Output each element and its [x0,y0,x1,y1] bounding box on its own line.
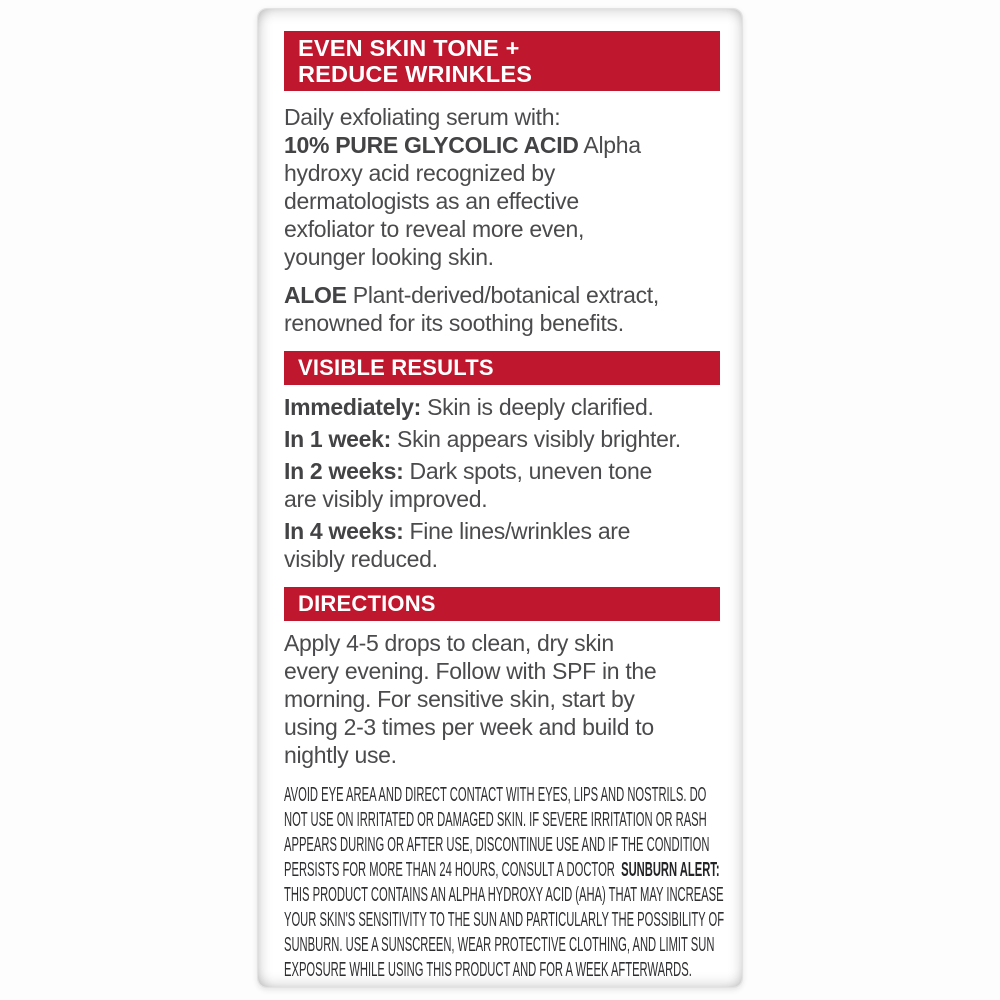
glycolic-acid-label: 10% PURE GLYCOLIC ACID [284,132,579,158]
benefits-banner-line2: REDUCE WRINKLES [298,61,533,87]
directions-banner [284,587,720,621]
directions-line5: nightly use. [284,742,397,768]
benefits-banner [284,31,720,91]
glycolic-line3: dermatologists as an effective [284,188,579,214]
sunburn-alert-label: SUNBURN ALERT: [621,859,720,881]
aloe-description [284,281,718,337]
result-time-label: In 1 week: [284,426,391,452]
result-item-1-week: In 1 week: Skin appears visibly brighter. [284,426,681,452]
glycolic-line5: younger looking skin. [284,244,494,270]
directions-line4: using 2-3 times per week and build to [284,714,654,740]
result-time-label: Immediately: [284,394,422,420]
warning-line8: EXPOSURE WHILE USING THIS PRODUCT AND FOR A WEEK AFTERWARDS. [284,959,692,981]
directions-line3: morning. For sensitive skin, start by [284,686,635,712]
result-item-2-weeks: In 2 weeks: Dark spots, uneven tone are visibly improved. [284,458,652,512]
result-item-immediately: Immediately: Skin is deeply clarified. [284,394,654,420]
directions-title: DIRECTIONS [298,591,436,616]
benefits-banner-line1: EVEN SKIN TONE + [298,35,520,61]
aloe-label: ALOE [284,282,347,308]
glycolic-line2: hydroxy acid recognized by [284,160,555,186]
aloe-line2: renowned for its soothing benefits. [284,310,624,336]
glycolic-line4: exfoliator to reveal more even, [284,216,585,242]
warning-line3: APPEARS DURING OR AFTER USE, DISCONTINUE USE AND IF THE CONDITION [284,834,710,856]
result-item-4-weeks: In 4 weeks: Fine lines/wrinkles are visibly reduced. [284,518,631,572]
visible-results-title: VISIBLE RESULTS [298,355,494,380]
aloe-line1: ALOE Plant-derived/botanical extract, [284,282,659,308]
warning-line2: NOT USE ON IRRITATED OR DAMAGED SKIN. IF SEVERE IRRITATION OR RASH [284,809,707,831]
visible-results-banner [284,351,720,385]
intro-lead-line: Daily exfoliating serum with: [284,104,561,130]
result-time-label: In 2 weeks: [284,458,404,484]
directions-text [284,629,718,769]
warning-line7: SUNBURN. USE A SUNSCREEN, WEAR PROTECTIVE CLOTHING, AND LIMIT SUN [284,934,715,956]
warning-line6: YOUR SKIN'S SENSITIVITY TO THE SUN AND PARTICULARLY THE POSSIBILITY OF [284,909,725,931]
warning-line4: PERSISTS FOR MORE THAN 24 HOURS, CONSULT A DOCTOR SUNBURN ALERT: [284,859,720,881]
directions-line1: Apply 4-5 drops to clean, dry skin [284,630,614,656]
results-list [284,393,718,573]
warning-line5: THIS PRODUCT CONTAINS AN ALPHA HYDROXY ACID (AHA) THAT MAY INCREASE [284,884,724,906]
directions-line2: every evening. Follow with SPF in the [284,658,657,684]
result-time-label: In 4 weeks: [284,518,404,544]
warning-line1: AVOID EYE AREA AND DIRECT CONTACT WITH EYES, LIPS AND NOSTRILS. DO [284,784,707,806]
product-box-back-panel [257,8,743,988]
glycolic-line1: 10% PURE GLYCOLIC ACID Alpha [284,132,641,158]
warning-fine-print [284,783,725,983]
serum-description [284,103,718,271]
